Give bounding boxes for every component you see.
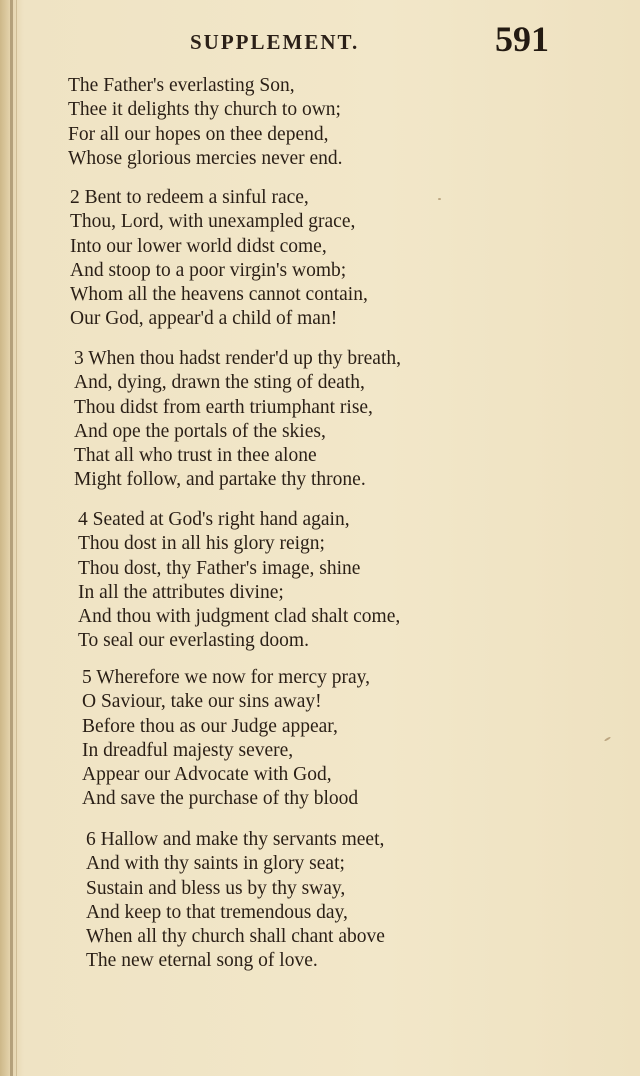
- verse-line: And stoop to a poor virgin's womb;: [70, 259, 347, 281]
- verse-line: Thee it delights thy church to own;: [68, 99, 341, 121]
- verse-line: Thou dost, thy Father's image, shine: [78, 557, 361, 579]
- stanza-3: [74, 347, 401, 493]
- verse-line: O Saviour, take our sins away!: [82, 691, 322, 713]
- verse-line: When all thy church shall chant above: [86, 926, 385, 948]
- verse-line: 3 When thou hadst render'd up thy breath,: [74, 348, 401, 369]
- verse-line: And keep to that tremendous day,: [86, 901, 348, 923]
- verse-line: The Father's everlasting Son,: [68, 75, 295, 96]
- verse-line: And save the purchase of thy blood: [82, 788, 359, 810]
- verse-line: Thou dost in all his glory reign;: [78, 533, 325, 555]
- stanza-5: [82, 666, 370, 812]
- verse-line: Before thou as our Judge appear,: [82, 715, 338, 737]
- verse-line: 5 Wherefore we now for mercy pray,: [82, 667, 371, 688]
- verse-line: Thou didst from earth triumphant rise,: [74, 396, 373, 418]
- verse-line: Sustain and bless us by thy sway,: [86, 877, 346, 899]
- stanza-1: [68, 74, 343, 171]
- paper-speck: [438, 198, 441, 200]
- verse-line: For all our hopes on thee depend,: [68, 123, 329, 145]
- page-number: 591: [495, 19, 549, 59]
- verse-line: 6 Hallow and make thy servants meet,: [86, 829, 385, 850]
- verse-line: The new eternal song of love.: [86, 950, 318, 972]
- verse-line: Whose glorious mercies never end.: [68, 147, 343, 169]
- verse-line: In all the attributes divine;: [78, 581, 284, 603]
- verse-line: In dreadful majesty severe,: [82, 739, 294, 761]
- verse-line: And thou with judgment clad shalt come,: [78, 606, 401, 628]
- verse-line: And with thy saints in glory seat;: [86, 853, 345, 875]
- verse-line: Whom all the heavens cannot contain,: [70, 284, 368, 306]
- paper-speck: [604, 736, 611, 741]
- verse-line: 4 Seated at God's right hand again,: [78, 509, 350, 530]
- running-head: SUPPLEMENT.: [190, 30, 360, 54]
- verse-line: Thou, Lord, with unexampled grace,: [70, 211, 356, 233]
- verse-line: And ope the portals of the skies,: [74, 420, 326, 442]
- stanza-2: [70, 186, 368, 332]
- verse-line: And, dying, drawn the sting of death,: [74, 372, 365, 394]
- stanza-6: [86, 828, 385, 974]
- verse-line: That all who trust in thee alone: [74, 445, 317, 467]
- verse-line: Our God, appear'd a child of man!: [70, 308, 338, 330]
- verse-line: 2 Bent to redeem a sinful race,: [70, 187, 309, 208]
- verse-line: Into our lower world didst come,: [70, 235, 327, 257]
- verse-line: Might follow, and partake thy throne.: [74, 469, 366, 491]
- verse-line: To seal our everlasting doom.: [78, 630, 309, 652]
- binding-shadow: [16, 0, 17, 1076]
- stanza-4: [78, 508, 400, 654]
- verse-line: Appear our Advocate with God,: [82, 764, 332, 786]
- binding-edge: [10, 0, 13, 1076]
